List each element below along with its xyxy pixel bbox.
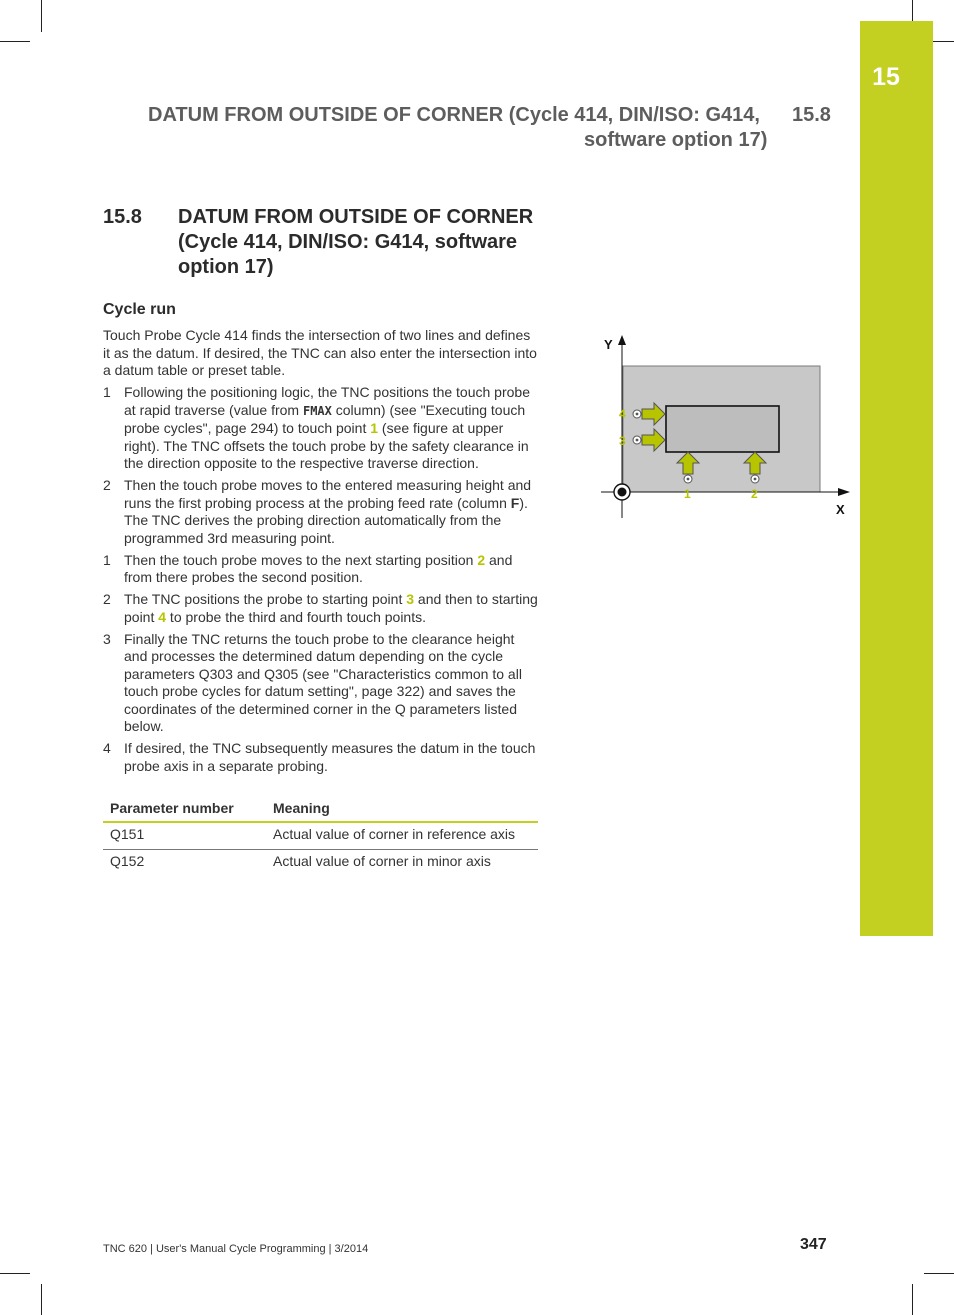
table-header-row [103,798,538,822]
list-item [103,477,540,547]
table-cell: Q151 [103,822,266,849]
crop-mark [0,41,30,42]
workpiece-rect [666,406,779,452]
table-cell: Actual value of corner in minor axis [273,852,491,869]
step-text: and then to starting point [124,591,538,625]
step-number: 2 [103,477,111,493]
step-number: 1 [103,551,111,568]
probing-diagram [596,330,856,520]
crop-mark [41,1284,42,1315]
list-item [103,591,540,626]
point-ref: 2 [477,551,486,568]
x-axis-arrow [838,488,850,496]
step-text: The TNC positions the probe to starting point [124,591,407,607]
section-title: DATUM FROM OUTSIDE OF CORNER (Cycle 414, DIN/ISO: G414, software option 17) [178,206,534,278]
probe-position-2 [751,475,759,483]
probe-position-1 [684,475,692,483]
running-header-line1: DATUM FROM OUTSIDE OF CORNER (Cycle 414, DIN/ISO: G414, [148,104,760,126]
axis-y-label: Y [604,337,613,352]
table-cell: Actual value of corner in reference axis [266,822,538,849]
point-label-1: 1 [684,487,691,501]
probe-position-3 [633,436,641,444]
probing-figure [596,330,856,520]
point-label-3: 3 [619,434,626,448]
footer-text: TNC 620 | User's Manual Cycle Programming | 3/2014 [103,1243,369,1255]
list-item [103,740,540,775]
list-item [103,384,540,473]
crop-mark [0,1273,30,1274]
step-text: Then the touch probe moves to the next starting position [124,551,478,568]
step-text: and from there probes the second position. [124,551,513,585]
step-number: 1 [103,384,111,400]
section-number: 15.8 [103,206,142,228]
point-label-4: 4 [619,407,626,421]
parameter-table [103,798,538,875]
point-label-2: 2 [751,487,758,501]
list-item [103,552,540,587]
table-row [103,849,538,875]
point-ref: 3 [406,591,415,607]
step-text: Following the positioning logic, the TNC positions the touch probe at rapid traverse (value from [124,384,530,418]
crop-mark [912,1284,913,1315]
step-number: 3 [103,630,111,647]
step-text: ). The TNC derives the probing direction automatically from the programmed 3rd measuring point. [124,494,528,546]
step-text: column) (see "Executing touch probe cycles", page 294) to touch point [124,401,526,436]
y-axis-arrow [618,335,626,345]
step-text: Then the touch probe moves to the entered measuring height and runs the first probing process at the probing feed rate (column [124,477,532,511]
intro-paragraph: Touch Probe Cycle 414 finds the intersection of two lines and defines it as the datum. If desired, the TNC can also enter the intersection into a datum table or preset table. [103,327,537,378]
step-text: to probe the third and fourth touch points. [166,608,426,625]
page-number: 347 [800,1236,827,1253]
table-row [103,822,538,849]
crop-mark [912,0,913,21]
step-text: If desired, the TNC subsequently measures the datum in the touch probe axis in a separate probing. [124,740,536,774]
subheading: Cycle run [103,301,176,318]
step-number: 2 [103,591,111,607]
running-header-line2: software option 17) [584,129,768,151]
point-ref: 4 [158,608,167,625]
column-header: Meaning [266,798,538,822]
point-ref: 1 [370,420,379,436]
step-list [103,384,540,780]
list-item [103,631,540,736]
chapter-number: 15 [872,63,900,91]
crop-mark [41,0,42,32]
step-number: 4 [103,740,111,756]
step-text: Finally the TNC returns the touch probe to the clearance height and processes the determined datum depending on the cycle parameters Q303 and Q305 (see "Characteristics common to all touch probe cycles for datum setting", page 322) and saves the coordinates of the determined corner in the Q parameters listed below. [124,630,522,734]
axis-x-label: X [836,502,845,517]
step-text: (see figure at upper right). The TNC offsets the touch probe by the safety clearance in the direction opposite to the respective traverse direction. [124,420,529,471]
code-fmax: FMAX [302,403,332,418]
chapter-tab [860,21,933,936]
running-header-section: 15.8 [792,104,831,126]
probe-position-4 [633,410,641,418]
table-cell: Q152 [110,852,145,869]
crop-mark [924,1273,954,1274]
column-ref: F [510,494,520,511]
column-header: Parameter number [103,798,266,822]
